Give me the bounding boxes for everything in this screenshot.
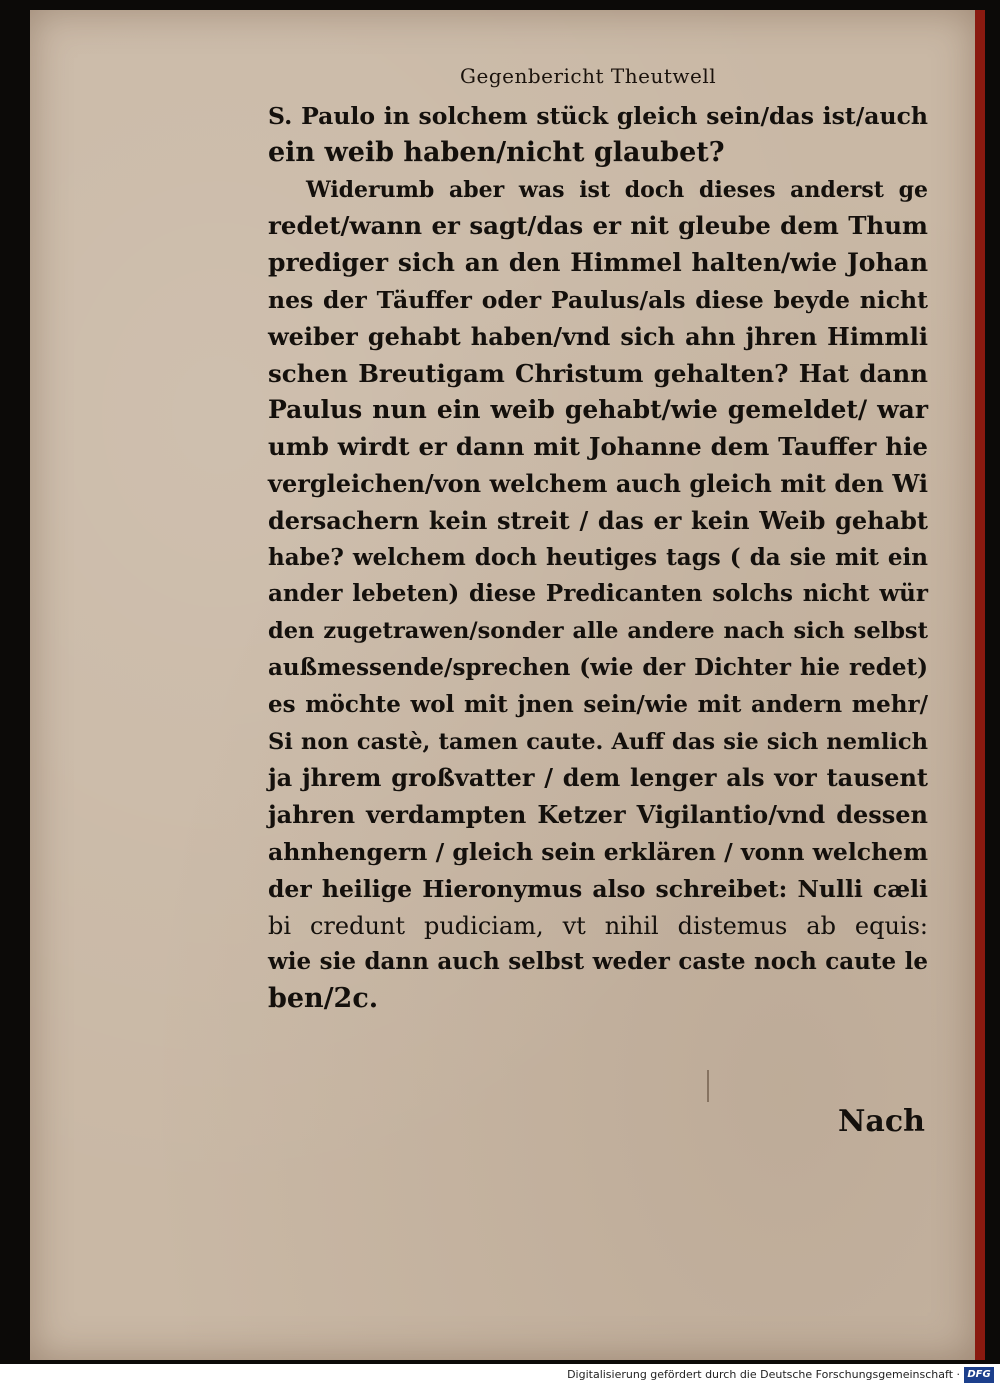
footer-bar — [0, 1364, 1000, 1388]
text-line: Widerumb aber was ist doch dieses anderst ge — [306, 176, 928, 203]
text-line: ahnhengern / gleich sein erklären / vonn welchem — [268, 837, 928, 866]
text-line: wie sie dann auch selbst weder caste noch caute le — [268, 948, 928, 976]
text-line: ben/2c. — [268, 983, 379, 1015]
text-line: ein weib haben/nicht glaubet? — [268, 136, 725, 168]
text-line: dersachern kein streit / das er kein Weib gehabt — [268, 505, 928, 535]
text-line: Paulus nun ein weib gehabt/wie gemeldet/ war — [268, 395, 928, 425]
ink-mark — [707, 1070, 709, 1102]
text-line: schen Breutigam Christum gehalten? Hat dann — [268, 358, 928, 388]
text-line: der heilige Hieronymus also schreibet: Nulli cæli — [268, 874, 928, 903]
text-line: außmessende/sprechen (wie der Dichter hie redet) — [268, 653, 928, 681]
text-line: Si non castè, tamen caute. Auff das sie sich nemlich — [268, 728, 928, 755]
page-edge — [975, 10, 985, 1360]
dfg-logo-icon: DFG — [964, 1367, 994, 1383]
text-line: umb wirdt er dann mit Johanne dem Tauffer hie — [268, 432, 928, 462]
text-line: redet/wann er sagt/das er nit gleube dem Thum — [268, 211, 928, 241]
catchword: Nach — [838, 1104, 925, 1139]
text-line: habe? welchem doch heutiges tags ( da sie mit ein — [268, 543, 928, 571]
text-line: jahren verdampten Ketzer Vigilantio/vnd dessen — [268, 800, 928, 830]
text-line: nes der Täuffer oder Paulus/als diese beyde nicht — [268, 285, 928, 314]
running-head: Gegenbericht Theutwell — [460, 64, 717, 88]
text-line: den zugetrawen/sonder alle andere nach sich selbst — [268, 618, 928, 645]
text-line: bi credunt pudiciam, vt nihil distemus ab equis: — [268, 911, 928, 940]
text-line: es möchte wol mit jnen sein/wie mit andern mehr/ — [268, 690, 928, 718]
text-line: S. Paulo in solchem stück gleich sein/das ist/auch — [268, 102, 928, 130]
footer-credit: Digitalisierung gefördert durch die Deutsche Forschungsgemeinschaft · — [567, 1368, 960, 1381]
page-text — [268, 98, 928, 1018]
text-line: weiber gehabt haben/vnd sich ahn jhren Himmli — [268, 321, 928, 351]
text-line: prediger sich an den Himmel halten/wie Johan — [268, 248, 928, 278]
text-line: vergleichen/von welchem auch gleich mit den Wi — [268, 468, 928, 498]
text-line: ander lebeten) diese Predicanten solchs nicht wür — [268, 580, 928, 608]
text-line: ja jhrem großvatter / dem lenger als vor tausent — [268, 763, 928, 793]
